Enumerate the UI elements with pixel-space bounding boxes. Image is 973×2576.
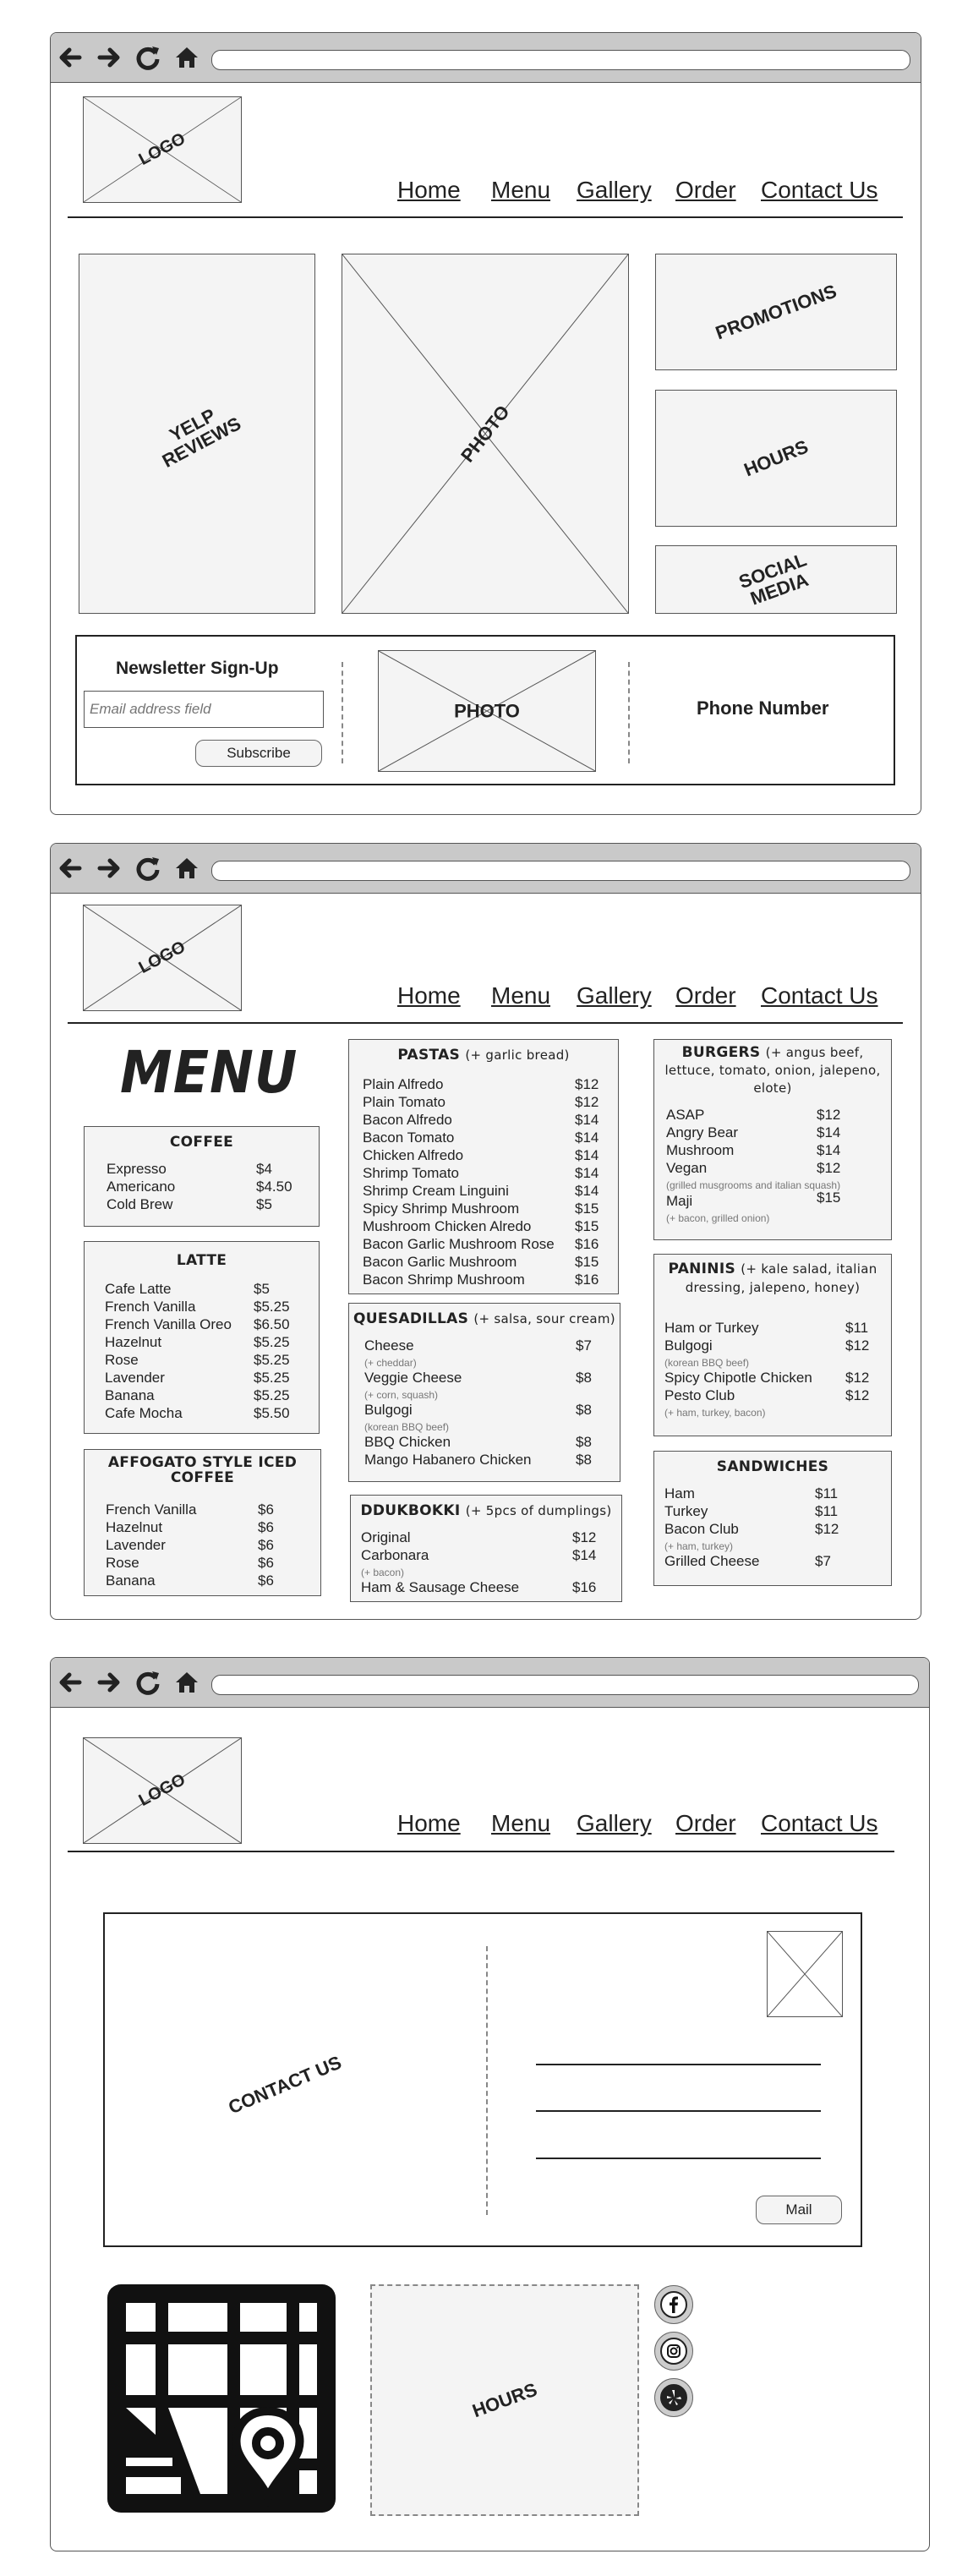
quesadillas-title-text: QUESADILLAS: [353, 1310, 469, 1327]
forward-arrow-icon[interactable]: [95, 854, 123, 883]
postcard-line-field[interactable]: [536, 2158, 821, 2159]
social-media-panel[interactable]: [655, 545, 897, 614]
latte-title: LATTE: [176, 1252, 227, 1269]
facebook-icon[interactable]: [654, 2285, 693, 2324]
postcard-stamp: [767, 1931, 843, 2017]
instagram-icon[interactable]: [654, 2332, 693, 2371]
menu-price: $14: [575, 1129, 599, 1146]
paninis-subtitle-1: (+ kale salad, italian: [741, 1261, 877, 1277]
menu-item: Bacon Alfredo: [363, 1112, 452, 1128]
menu-item: French Vanilla: [105, 1299, 196, 1315]
ddukbokki-subtitle: (+ 5pcs of dumplings): [465, 1503, 612, 1518]
menu-price: $5: [254, 1281, 270, 1297]
promotions-label: PROMOTIONS: [713, 280, 839, 344]
menu-item: Ham & Sausage Cheese: [361, 1579, 520, 1595]
nav-home[interactable]: Home: [397, 177, 461, 203]
reload-icon[interactable]: [134, 1668, 162, 1697]
nav-gallery[interactable]: Gallery: [577, 1810, 652, 1836]
hours-box-label: HOURS: [469, 2378, 540, 2422]
menu-item: Bulgogi: [664, 1337, 713, 1354]
menu-price: $11: [815, 1503, 839, 1519]
pastas-title: [349, 1047, 618, 1064]
ddukbokki-section: [350, 1495, 622, 1602]
map-icon[interactable]: [107, 2284, 336, 2513]
menu-price: $4: [256, 1161, 272, 1177]
promotions-panel[interactable]: [655, 254, 897, 370]
affogato-title-line2: COFFEE: [170, 1469, 235, 1486]
quesadillas-title: [349, 1310, 620, 1327]
back-arrow-icon[interactable]: [56, 1668, 85, 1697]
menu-price: $14: [817, 1124, 841, 1140]
menu-item: Cheese: [364, 1337, 414, 1354]
mail-button[interactable]: Mail: [756, 2196, 842, 2224]
pastas-subtitle: (+ garlic bread): [465, 1047, 570, 1063]
forward-arrow-icon[interactable]: [95, 1668, 123, 1697]
newsletter-photo-label: PHOTO: [454, 700, 520, 722]
menu-price: $7: [815, 1553, 831, 1569]
browser-window-home: [50, 32, 921, 815]
menu-item: French Vanilla Oreo: [105, 1316, 232, 1332]
home-icon[interactable]: [172, 43, 201, 72]
nav-gallery[interactable]: Gallery: [577, 177, 652, 203]
menu-item: Mango Habanero Chicken: [364, 1452, 532, 1468]
browser-toolbar: [51, 844, 921, 894]
menu-note: (korean BBQ beef): [664, 1357, 750, 1369]
menu-item: Pesto Club: [664, 1387, 735, 1403]
hero-photo: [342, 254, 629, 614]
menu-item: Angry Bear: [666, 1124, 739, 1140]
menu-item: Veggie Cheese: [364, 1370, 462, 1386]
menu-item: Bacon Garlic Mushroom: [363, 1254, 517, 1270]
menu-item: Ham or Turkey: [664, 1320, 759, 1336]
header-divider: [68, 1851, 894, 1852]
menu-price: $5.50: [254, 1405, 290, 1421]
menu-title: MENU: [120, 1038, 298, 1107]
menu-price: $12: [572, 1529, 597, 1545]
menu-item: Bulgogi: [364, 1402, 413, 1418]
ddukbokki-title-text: DDUKBOKKI: [360, 1502, 461, 1519]
menu-item: Rose: [106, 1555, 139, 1571]
burgers-subtitle-3: elote): [753, 1080, 792, 1096]
menu-note: (+ cheddar): [364, 1357, 417, 1369]
menu-price: $14: [575, 1183, 599, 1199]
menu-price: $15: [817, 1190, 841, 1206]
logo[interactable]: [83, 1737, 242, 1844]
menu-item: Chicken Alfredo: [363, 1147, 464, 1163]
menu-price: $5.25: [254, 1387, 290, 1403]
menu-item: French Vanilla: [106, 1501, 197, 1518]
menu-price: $5.25: [254, 1334, 290, 1350]
menu-price: $14: [817, 1142, 841, 1158]
menu-item: ASAP: [666, 1107, 705, 1123]
browser-toolbar: [51, 1658, 929, 1708]
menu-item: Hazelnut: [106, 1519, 163, 1535]
menu-item: Original: [361, 1529, 411, 1545]
sandwiches-section: [653, 1451, 892, 1586]
url-bar[interactable]: [211, 50, 910, 70]
menu-price: $8: [576, 1370, 592, 1386]
menu-item: Cafe Latte: [105, 1281, 172, 1297]
burgers-subtitle-2: lettuce, tomato, onion, jalepeno,: [664, 1063, 881, 1078]
subscribe-button[interactable]: Subscribe: [195, 740, 322, 767]
nav-order[interactable]: Order: [675, 982, 736, 1009]
contact-postcard: [103, 1912, 862, 2247]
back-arrow-icon[interactable]: [56, 854, 85, 883]
menu-item: Expresso: [107, 1161, 167, 1177]
menu-price: $5.25: [254, 1352, 290, 1368]
menu-note: (+ ham, turkey, bacon): [664, 1407, 766, 1419]
divider-dashed: [628, 662, 630, 763]
menu-item: Bacon Shrimp Mushroom: [363, 1272, 525, 1288]
menu-item: Rose: [105, 1352, 139, 1368]
menu-price: $12: [817, 1107, 841, 1123]
menu-item: Lavender: [105, 1370, 165, 1386]
menu-item: Shrimp Tomato: [363, 1165, 460, 1181]
menu-item: Mushroom Chicken Alredo: [363, 1218, 532, 1234]
social-media-label: SOCIAL MEDIA: [735, 548, 812, 610]
menu-price: $4.50: [256, 1179, 292, 1195]
menu-price: $12: [575, 1076, 599, 1092]
menu-item: Maji: [666, 1193, 693, 1209]
paninis-subtitle-2: dressing, jalepeno, honey): [685, 1280, 861, 1295]
menu-item: Bacon Club: [664, 1521, 739, 1537]
yelp-reviews-panel: [79, 254, 315, 614]
menu-price: $6: [258, 1572, 274, 1589]
hours-label: HOURS: [741, 435, 812, 481]
yelp-icon[interactable]: [654, 2378, 693, 2417]
menu-item: Banana: [105, 1387, 155, 1403]
hours-panel: [655, 390, 897, 527]
menu-item: Cold Brew: [107, 1196, 173, 1212]
logo-text: LOGO: [135, 938, 189, 978]
menu-price: $15: [575, 1254, 599, 1270]
paninis-section: [653, 1254, 892, 1436]
postcard-line-field[interactable]: [536, 2110, 821, 2112]
menu-price: $15: [575, 1218, 599, 1234]
menu-price: $12: [817, 1160, 841, 1176]
coffee-section: [84, 1126, 320, 1227]
nav-menu[interactable]: Menu: [491, 1810, 551, 1836]
menu-item: Lavender: [106, 1537, 166, 1553]
menu-item: Vegan: [666, 1160, 708, 1176]
menu-item: Mushroom: [666, 1142, 735, 1158]
menu-price: $14: [575, 1147, 599, 1163]
ddukbokki-title: [351, 1502, 621, 1519]
menu-price: $12: [815, 1521, 839, 1537]
menu-price: $8: [576, 1402, 592, 1418]
phone-number[interactable]: Phone Number: [697, 697, 829, 719]
menu-note: (+ corn, squash): [364, 1389, 439, 1401]
sandwiches-title: SANDWICHES: [716, 1458, 829, 1475]
menu-price: $5.25: [254, 1299, 290, 1315]
menu-note: (korean BBQ beef): [364, 1421, 450, 1433]
browser-toolbar: [51, 33, 921, 83]
menu-price: $6.50: [254, 1316, 290, 1332]
menu-price: $15: [575, 1200, 599, 1217]
affogato-title-line1: AFFOGATO STYLE ICED: [107, 1454, 298, 1471]
menu-item: Bacon Tomato: [363, 1129, 455, 1146]
hero-photo-label: PHOTO: [456, 401, 514, 467]
quesadillas-section: [348, 1303, 620, 1482]
url-bar[interactable]: [211, 861, 910, 881]
nav-home[interactable]: Home: [397, 1810, 461, 1836]
menu-price: $6: [258, 1501, 274, 1518]
logo-text: LOGO: [135, 129, 189, 170]
nav-gallery[interactable]: Gallery: [577, 982, 652, 1009]
nav-contact-us[interactable]: Contact Us: [761, 1810, 878, 1836]
menu-price: $12: [845, 1370, 870, 1386]
latte-section: [84, 1241, 320, 1434]
paninis-title-text: PANINIS: [668, 1261, 736, 1277]
browser-window-contact: [50, 1657, 930, 2551]
menu-price: $14: [575, 1165, 599, 1181]
nav-contact-us[interactable]: Contact Us: [761, 177, 878, 203]
postcard-divider: [486, 1946, 488, 2215]
menu-item: Carbonara: [361, 1547, 429, 1563]
menu-price: $6: [258, 1519, 274, 1535]
burgers-title: [654, 1044, 891, 1062]
menu-price: $7: [576, 1337, 592, 1354]
coffee-title: COFFEE: [169, 1134, 234, 1151]
postcard-line-field[interactable]: [536, 2064, 821, 2065]
logo[interactable]: [83, 905, 242, 1011]
menu-price: $6: [258, 1555, 274, 1571]
menu-price: $5.25: [254, 1370, 290, 1386]
burgers-subtitle-1: (+ angus beef,: [765, 1045, 864, 1060]
header-divider: [68, 1022, 903, 1024]
nav-contact-us[interactable]: Contact Us: [761, 982, 878, 1009]
menu-item: Spicy Chipotle Chicken: [664, 1370, 812, 1386]
menu-item: Grilled Cheese: [664, 1553, 760, 1569]
pastas-section: [348, 1039, 619, 1294]
menu-item: BBQ Chicken: [364, 1434, 451, 1450]
menu-price: $14: [572, 1547, 597, 1563]
menu-item: Americano: [107, 1179, 176, 1195]
reload-icon[interactable]: [134, 854, 162, 883]
menu-price: $16: [572, 1579, 597, 1595]
menu-item: Ham: [664, 1485, 695, 1501]
nav-order[interactable]: Order: [675, 177, 736, 203]
pastas-title-text: PASTAS: [397, 1047, 461, 1064]
home-icon[interactable]: [172, 1668, 201, 1697]
paninis-title: [654, 1260, 891, 1278]
divider-dashed: [342, 662, 343, 763]
url-bar[interactable]: [211, 1675, 919, 1695]
forward-arrow-icon[interactable]: [95, 43, 123, 72]
menu-price: $12: [845, 1337, 870, 1354]
menu-price: $8: [576, 1434, 592, 1450]
menu-item: Hazelnut: [105, 1334, 162, 1350]
menu-item: Spicy Shrimp Mushroom: [363, 1200, 520, 1217]
menu-price: $12: [575, 1094, 599, 1110]
menu-note: (+ ham, turkey): [664, 1540, 734, 1552]
menu-item: Bacon Garlic Mushroom Rose: [363, 1236, 555, 1252]
menu-price: $8: [576, 1452, 592, 1468]
burgers-title-text: BURGERS: [681, 1044, 761, 1061]
nav-menu[interactable]: Menu: [491, 177, 551, 203]
menu-price: $14: [575, 1112, 599, 1128]
menu-note: (grilled musgrooms and italian squash): [666, 1179, 841, 1191]
menu-price: $16: [575, 1236, 599, 1252]
menu-price: $16: [575, 1272, 599, 1288]
menu-item: Banana: [106, 1572, 156, 1589]
newsletter-title: Newsletter Sign-Up: [116, 659, 279, 678]
quesadillas-subtitle: (+ salsa, sour cream): [473, 1311, 615, 1326]
menu-price: $12: [845, 1387, 870, 1403]
contact-us-title: CONTACT US: [225, 2051, 345, 2119]
browser-window-menu: [50, 843, 921, 1620]
reload-icon[interactable]: [134, 43, 162, 72]
menu-item: Plain Alfredo: [363, 1076, 444, 1092]
menu-item: Plain Tomato: [363, 1094, 446, 1110]
menu-item: Shrimp Cream Linguini: [363, 1183, 509, 1199]
logo[interactable]: [83, 96, 242, 203]
newsletter-bar: [75, 635, 895, 785]
menu-item: Cafe Mocha: [105, 1405, 183, 1421]
nav-home[interactable]: Home: [397, 982, 461, 1009]
nav-order[interactable]: Order: [675, 1810, 736, 1836]
newsletter-photo: [378, 650, 596, 772]
nav-menu[interactable]: Menu: [491, 982, 551, 1009]
yelp-reviews-label: YELP REVIEWS: [158, 404, 245, 473]
menu-price: $5: [256, 1196, 272, 1212]
menu-note: (+ bacon, grilled onion): [666, 1212, 770, 1224]
header-divider: [68, 216, 903, 218]
menu-note: (+ bacon): [361, 1567, 405, 1578]
back-arrow-icon[interactable]: [56, 43, 85, 72]
menu-item: Turkey: [664, 1503, 708, 1519]
hours-box: [370, 2284, 639, 2516]
affogato-section: [84, 1449, 321, 1596]
burgers-section: [653, 1039, 892, 1240]
logo-text: LOGO: [135, 1770, 189, 1811]
menu-price: $11: [815, 1485, 839, 1501]
home-icon[interactable]: [172, 854, 201, 883]
menu-price: $6: [258, 1537, 274, 1553]
menu-price: $11: [845, 1320, 869, 1336]
email-input[interactable]: [84, 691, 324, 728]
